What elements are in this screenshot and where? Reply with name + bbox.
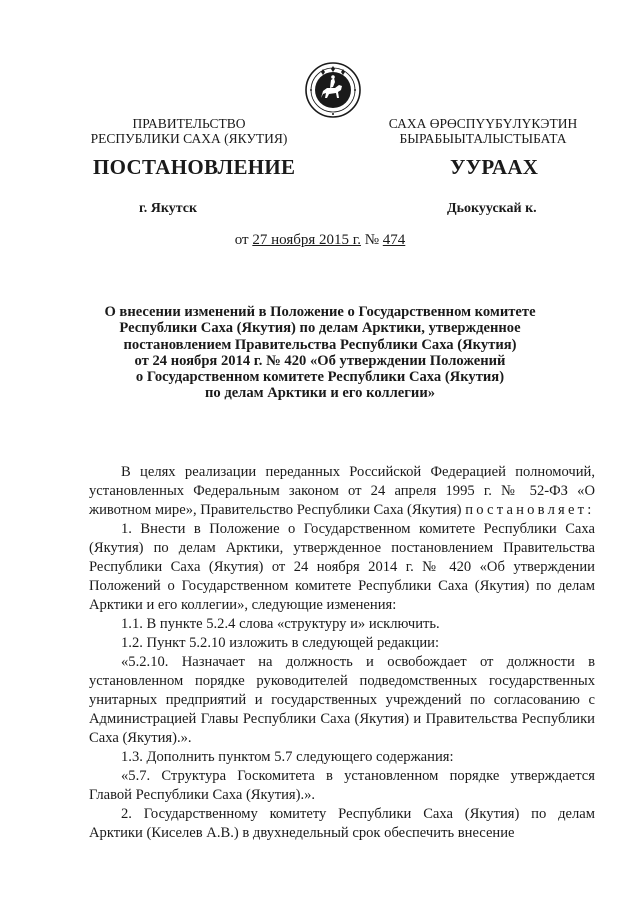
paragraph-preamble: В целях реализации переданных Российской Федерацией полномочий, установленных Федеральным законом от 24 апреля 1995 г. № 52-ФЗ «О животном мире», Правительство Республики Саха (Якутия) постановляет: xyxy=(89,464,595,518)
city-russian: г. Якутск xyxy=(139,201,198,216)
paragraph-quote-5-7: «5.7. Структура Госкомитета в установленном порядке утверждается Главой Республики Саха (Якутия).». xyxy=(89,768,595,803)
document-number: 474 xyxy=(382,232,406,248)
government-name-yakut: САХА ӨРӨСПҮҮБҮЛҮКЭТИН БЫРАБЫЫТАЛЫСТЫБАТА xyxy=(388,116,578,146)
paragraph-item-1-3: 1.3. Дополнить пунктом 5.7 следующего содержания: xyxy=(121,749,454,765)
document-body xyxy=(89,463,595,843)
government-name-russian: ПРАВИТЕЛЬСТВО РЕСПУБЛИКИ САХА (ЯКУТИЯ) xyxy=(90,116,288,146)
paragraph-quote-5-2-10: «5.2.10. Назначает на должность и освобождает от должности в установленном порядке руководителей подведомственных государственных унитарных предприятий и государственных учреждений по согласованию с Администрацией Главы Республики Саха (Якутия) и Правительства Республики Саха (Якутия).». xyxy=(89,654,595,746)
document-type-russian: ПОСТАНОВЛЕНИЕ xyxy=(93,155,296,179)
document-title: О внесении изменений в Положение о Государственном комитете Республики Саха (Якутия) по делам Арктики, утвержденное постановлением Правительства Республики Саха (Якутия) от 24 ноября 2014 г. № 420 «Об утверждении Положений о Государственном комитете Республики Саха (Якутия) по делам Арктики и его коллегии» xyxy=(104,304,536,402)
paragraph-item-1-2: 1.2. Пункт 5.2.10 изложить в следующей редакции: xyxy=(121,635,440,651)
coat-of-arms-icon xyxy=(303,58,363,138)
paragraph-item-2: 2. Государственному комитету Республики Саха (Якутия) по делам Арктики (Киселев А.В.) в двухнедельный срок обеспечить внесение xyxy=(89,806,595,841)
document-date-number: от 27 ноября 2015 г. № 474 xyxy=(234,232,406,248)
paragraph-item-1-1: 1.1. В пункте 5.2.4 слова «структуру и» исключить. xyxy=(121,616,440,632)
document-type-yakut: УУРААХ xyxy=(450,155,539,179)
paragraph-item-1: 1. Внести в Положение о Государственном комитете Республики Саха (Якутия) по делам Арктики, утвержденное постановлением Правительства Республики Саха (Якутия) от 24 ноября 2014 г. № 420 «Об утверждении Положений о Государственном комитете Республики Саха (Якутия) по делам Арктики и его коллегии», следующие изменения: xyxy=(89,521,595,613)
city-yakut: Дьокуускай к. xyxy=(447,201,537,216)
document-date: 27 ноября 2015 г. xyxy=(252,232,361,248)
